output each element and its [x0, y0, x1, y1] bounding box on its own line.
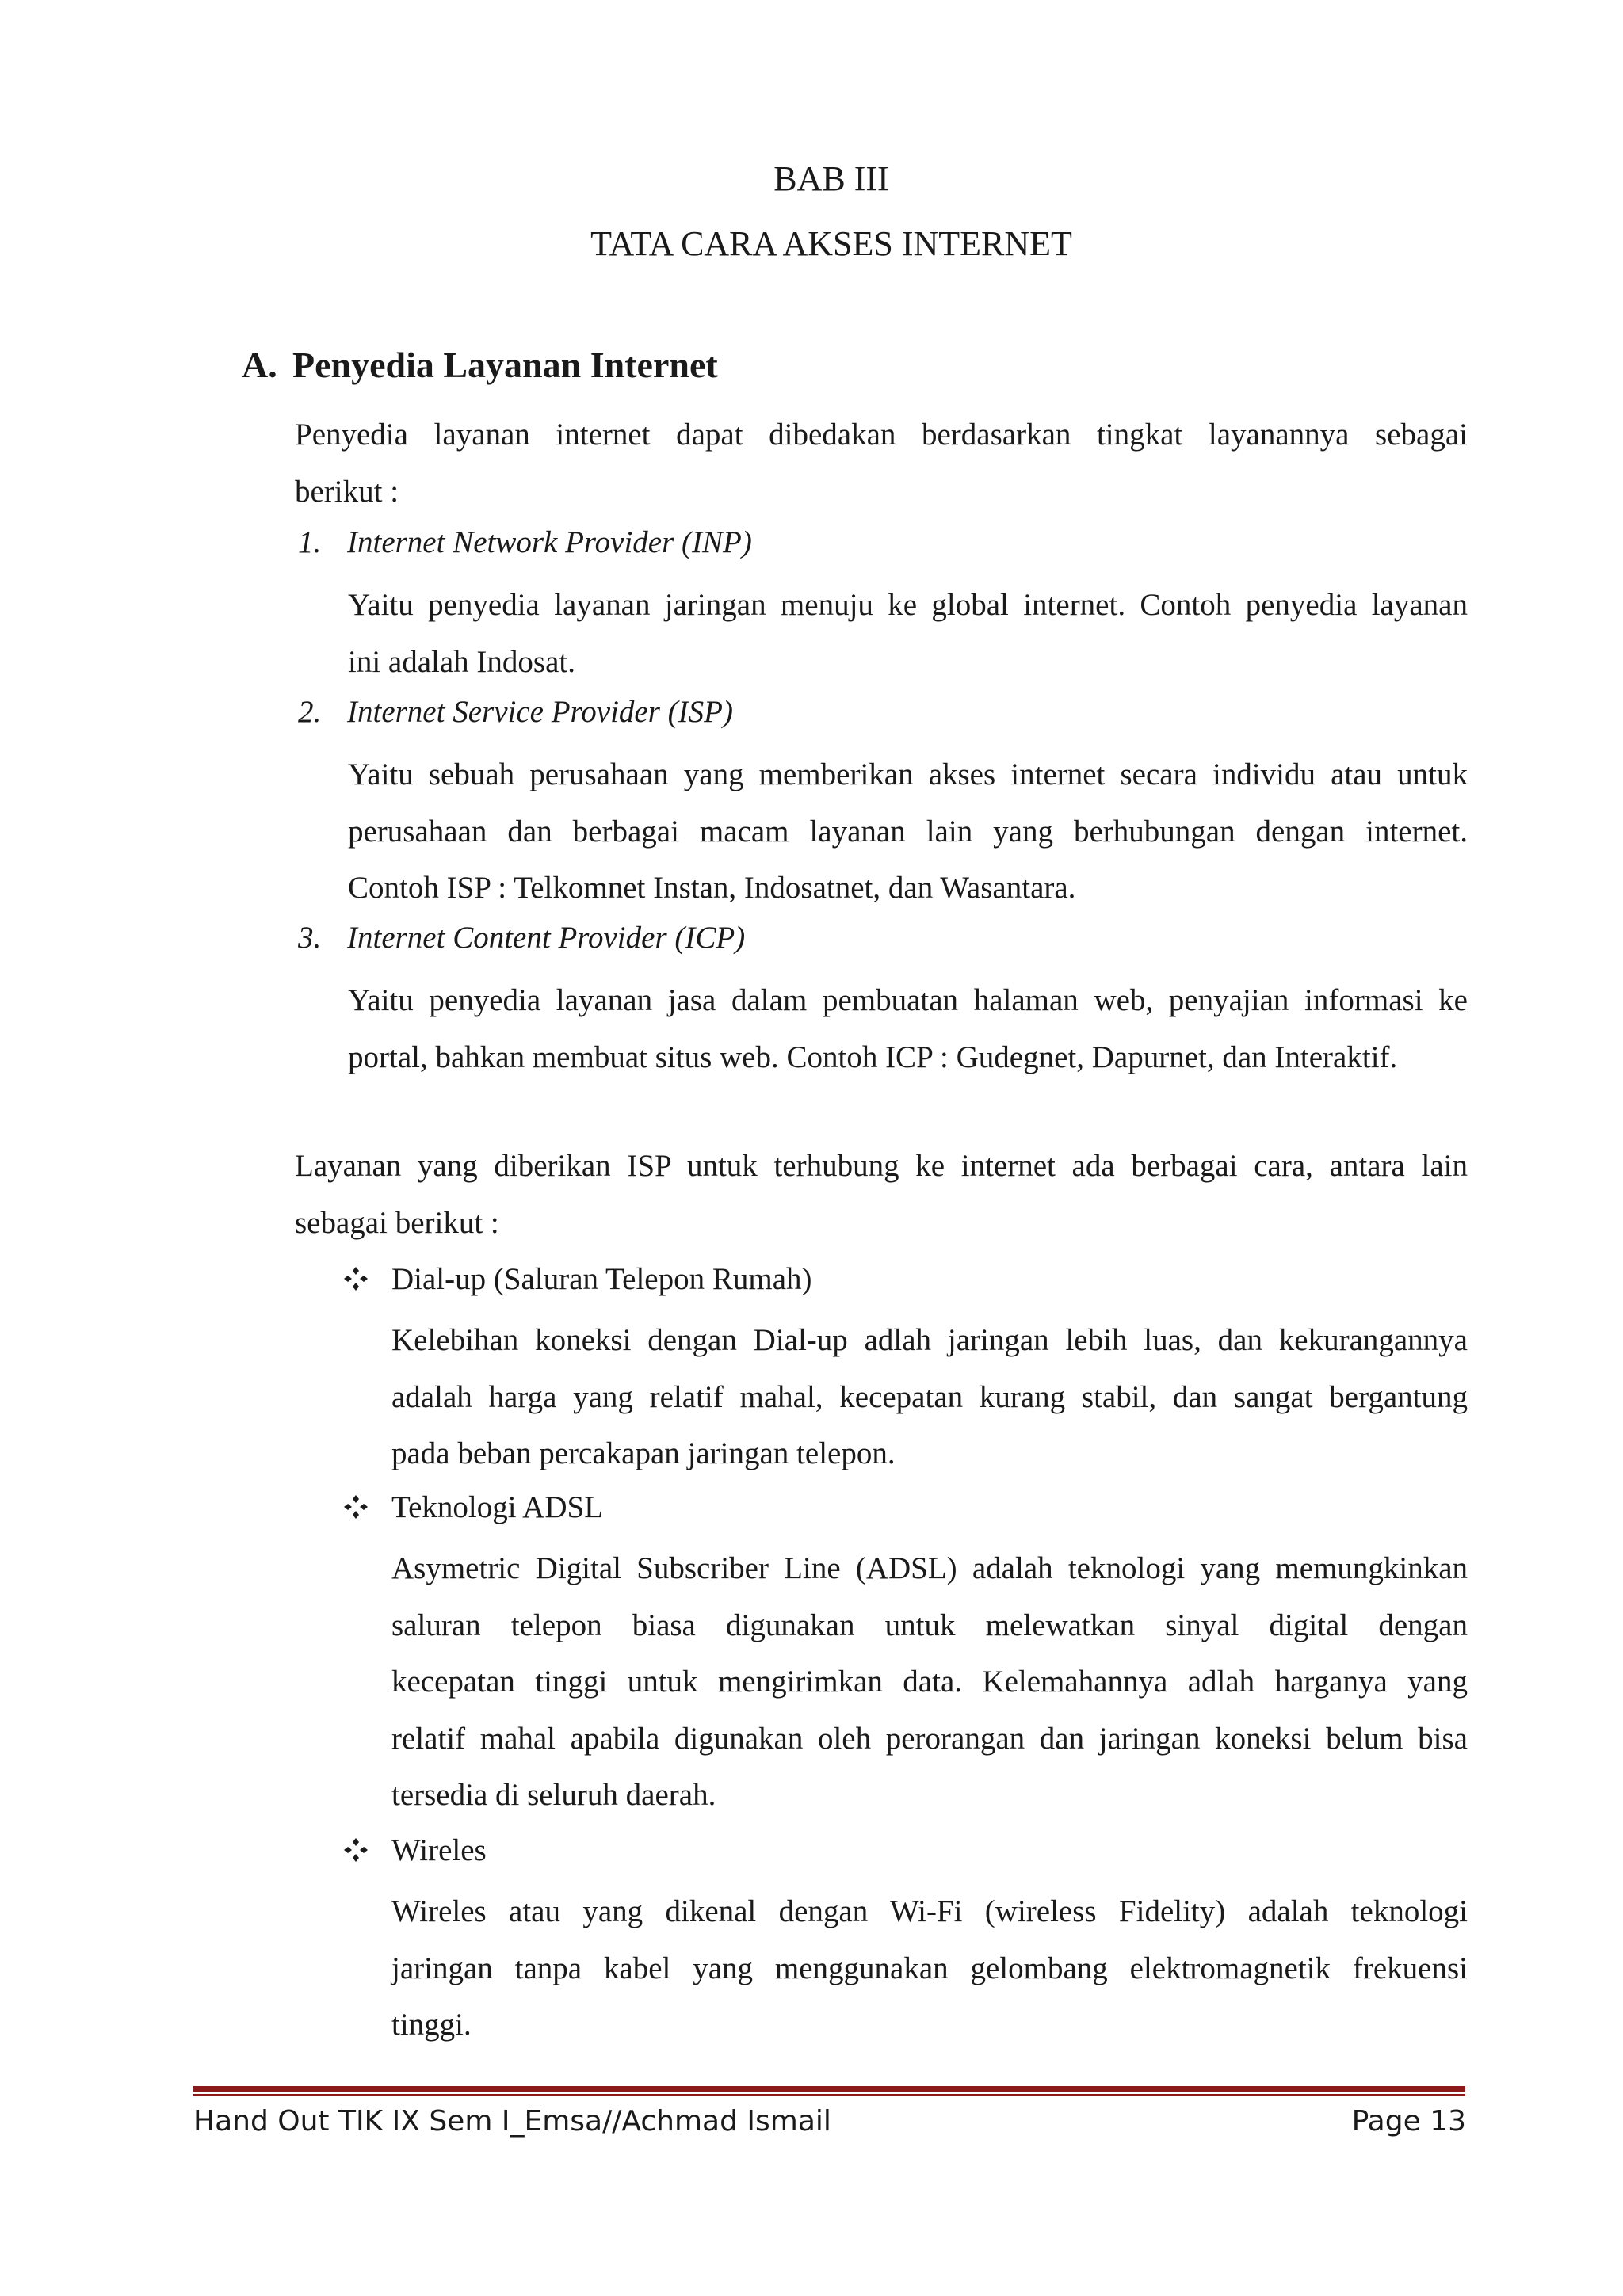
bullet-title: Wireles — [391, 1833, 487, 1867]
footer-rule — [193, 2094, 1465, 2096]
paragraph-line: adalah harga yang relatif mahal, kecepatan kurang stabil, dan sangat bergantung — [391, 1379, 1468, 1414]
paragraph-line: Yaitu sebuah perusahaan yang memberikan akses internet secara individu atau untuk — [348, 757, 1468, 791]
list-item-body — [348, 577, 1468, 690]
list-number: 2. — [298, 695, 322, 729]
paragraph-line: Layanan yang diberikan ISP untuk terhubung ke internet ada berbagai cara, antara lain — [295, 1149, 1468, 1183]
four-diamond-bullet-icon — [342, 1265, 369, 1292]
list-title-text: Internet Content Provider (ICP) — [347, 921, 746, 955]
list-item-title — [298, 527, 752, 558]
section-title: Penyedia Layanan Internet — [292, 345, 718, 385]
paragraph-line: perusahaan dan berbagai macam layanan lain yang berhubungan dengan internet. — [348, 814, 1468, 849]
paragraph-line: berikut : — [295, 474, 399, 509]
four-diamond-bullet-icon — [342, 1836, 369, 1863]
bullet-body — [391, 1312, 1468, 1482]
footer-author: Hand Out TIK IX Sem I_Emsa//Achmad Ismail — [193, 2105, 831, 2138]
paragraph-line: saluran telepon biasa digunakan untuk melewatkan sinyal digital dengan — [391, 1608, 1468, 1642]
list-number: 1. — [298, 525, 322, 559]
bullet-title: Dial-up (Saluran Telepon Rumah) — [391, 1262, 812, 1296]
isp-services-intro — [295, 1138, 1468, 1251]
section-heading — [242, 347, 718, 383]
list-number: 3. — [298, 921, 322, 955]
paragraph-line: portal, bahkan membuat situs web. Contoh ICP : Gudegnet, Dapurnet, dan Interaktif. — [348, 1039, 1398, 1074]
list-title-text: Internet Service Provider (ISP) — [347, 695, 733, 729]
paragraph-line: sebagai berikut : — [295, 1205, 499, 1240]
paragraph-line: kecepatan tinggi untuk mengirimkan data. Kelemahannya adlah harganya yang — [391, 1665, 1468, 1699]
list-item-title — [298, 696, 733, 727]
paragraph-line: Kelebihan koneksi dengan Dial-up adlah jaringan lebih luas, dan kekurangannya — [391, 1323, 1468, 1357]
paragraph-line: Penyedia layanan internet dapat dibedakan berdasarkan tingkat layanannya sebagai — [295, 418, 1468, 452]
bullet-body — [391, 1883, 1468, 2054]
list-title-text: Internet Network Provider (INP) — [347, 525, 752, 559]
page-number: Page 13 — [1351, 2105, 1466, 2138]
chapter-number: BAB III — [773, 159, 889, 198]
paragraph-line: relatif mahal apabila digunakan oleh perorangan dan jaringan koneksi belum bisa — [391, 1721, 1468, 1756]
paragraph-line: Wireles atau yang dikenal dengan Wi-Fi (wireless Fidelity) adalah teknologi — [391, 1894, 1468, 1928]
list-item-title — [298, 922, 745, 953]
paragraph-line: Yaitu penyedia layanan jaringan menuju ke global internet. Contoh penyedia layanan — [348, 588, 1468, 622]
paragraph-line: tersedia di seluruh daerah. — [391, 1778, 716, 1812]
paragraph-line: Contoh ISP : Telkomnet Instan, Indosatnet, dan Wasantara. — [348, 871, 1076, 905]
bullet-body — [391, 1540, 1468, 1824]
paragraph-line: Asymetric Digital Subscriber Line (ADSL) adalah teknologi yang memungkinkan — [391, 1551, 1468, 1585]
list-item-body — [348, 972, 1468, 1085]
footer-rule — [193, 2086, 1465, 2092]
list-item-body — [348, 746, 1468, 917]
paragraph-line: ini adalah Indosat. — [348, 644, 575, 679]
chapter-title: TATA CARA AKSES INTERNET — [590, 224, 1072, 263]
paragraph-line: pada beban percakapan jaringan telepon. — [391, 1436, 896, 1470]
four-diamond-bullet-icon — [342, 1493, 369, 1520]
paragraph-line: Yaitu penyedia layanan jasa dalam pembuatan halaman web, penyajian informasi ke — [348, 983, 1468, 1017]
section-intro — [295, 406, 1468, 520]
paragraph-line: jaringan tanpa kabel yang menggunakan gelombang elektromagnetik frekuensi — [391, 1951, 1468, 1985]
bullet-title: Teknologi ADSL — [391, 1490, 604, 1524]
paragraph-line: tinggi. — [391, 2008, 472, 2042]
section-letter: A. — [242, 345, 277, 385]
